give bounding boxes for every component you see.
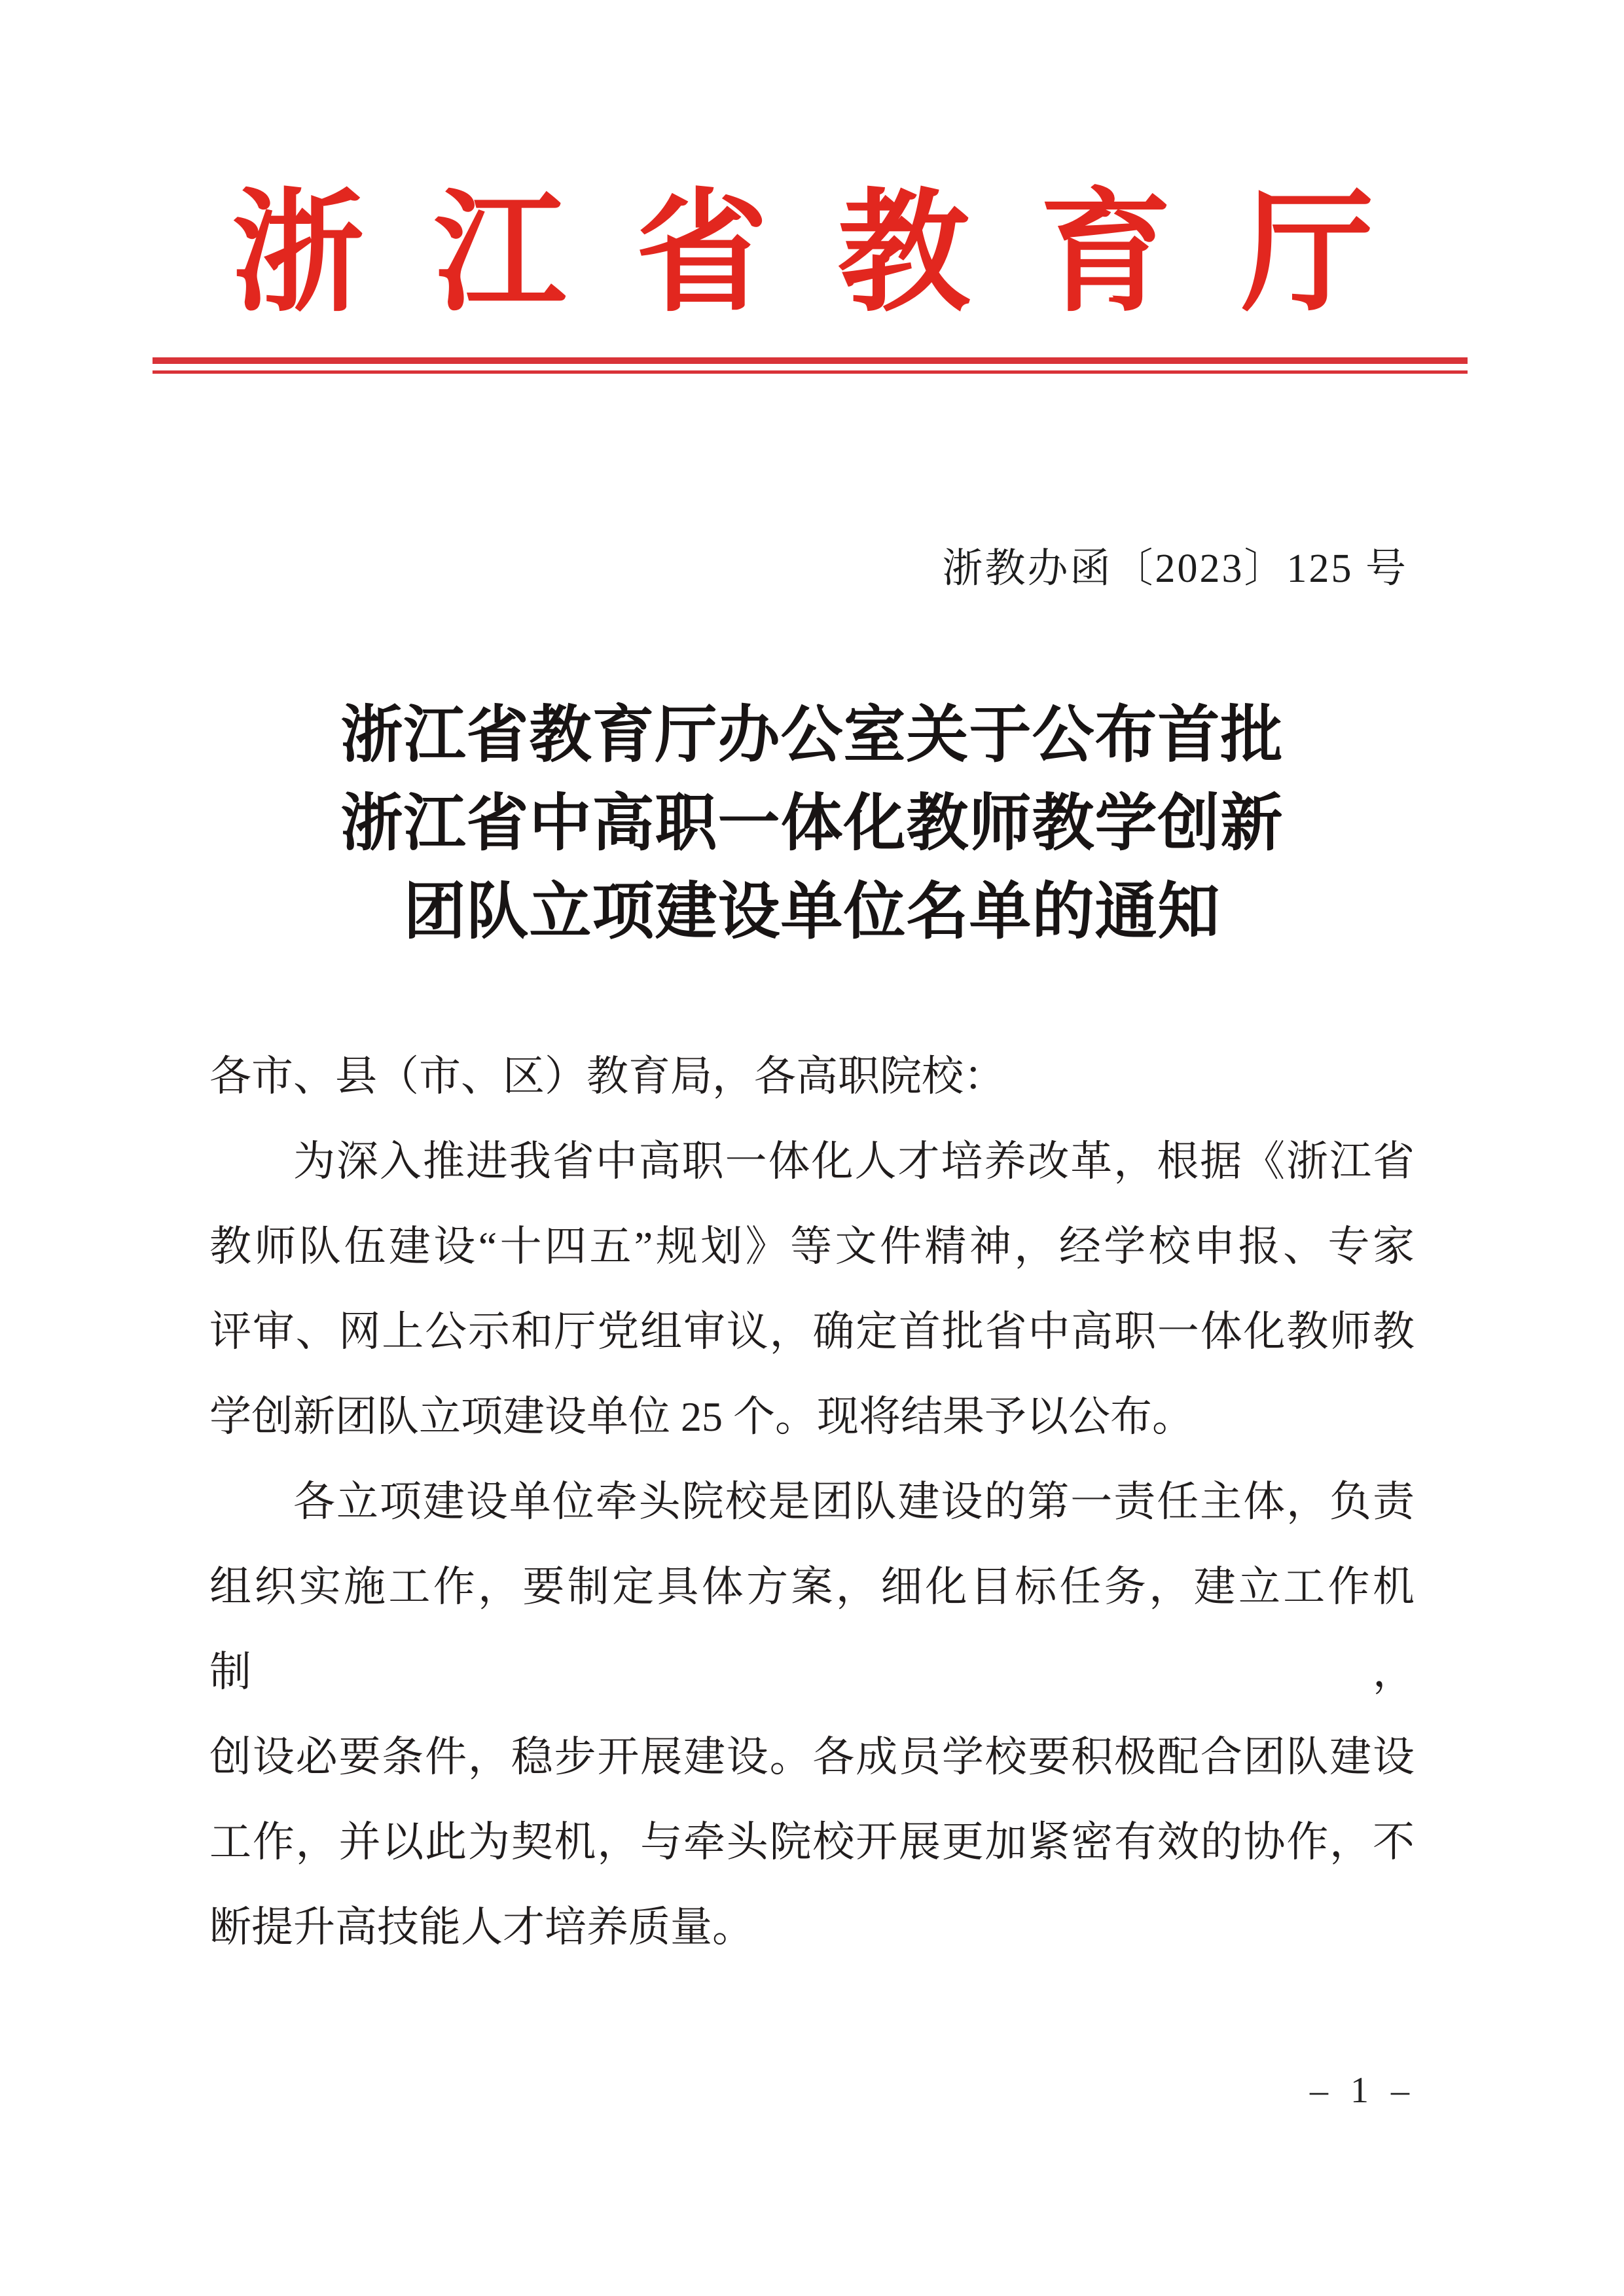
agency-title: 浙 江 省 教 育 厅 (232, 181, 1392, 327)
body-line: 教师队伍建设“十四五”规划》等文件精神，经学校申报、专家 (209, 1223, 1415, 1270)
body-line: 组织实施工作，要制定具体方案，细化目标任务，建立工作机制， (209, 1564, 1415, 1695)
page-number: – 1 – (1310, 2070, 1416, 2111)
document-body (209, 1034, 1415, 1970)
body-line: 学创新团队立项建设单位 25 个。现将结果予以公布。 (209, 1393, 1194, 1440)
letterhead-rule-thick (153, 357, 1468, 364)
letterhead-rule-thin (153, 370, 1468, 374)
body-line: 工作，并以此为契机，与牵头院校开展更加紧密有效的协作，不 (209, 1819, 1415, 1865)
body-line: 为深入推进我省中高职一体化人才培养改革，根据《浙江省 (293, 1138, 1415, 1185)
document-title (0, 691, 1624, 956)
title-line: 浙江省教育厅办公室关于公布首批 (340, 700, 1284, 770)
body-line: 评审、网上公示和厅党组审议，确定首批省中高职一体化教师教 (209, 1308, 1415, 1355)
title-line: 团队立项建设单位名单的通知 (403, 877, 1221, 946)
title-line: 浙江省中高职一体化教师教学创新 (340, 789, 1284, 858)
body-line-salutation: 各市、县（市、区）教育局，各高职院校： (209, 1053, 1005, 1100)
body-line: 各立项建设单位牵头院校是团队建设的第一责任主体，负责 (293, 1479, 1415, 1525)
body-line: 断提升高技能人才培养质量。 (209, 1904, 754, 1950)
document-number: 浙教办函〔2023〕125 号 (942, 547, 1408, 591)
body-line: 创设必要条件，稳步开展建设。各成员学校要积极配合团队建设 (209, 1734, 1415, 1780)
